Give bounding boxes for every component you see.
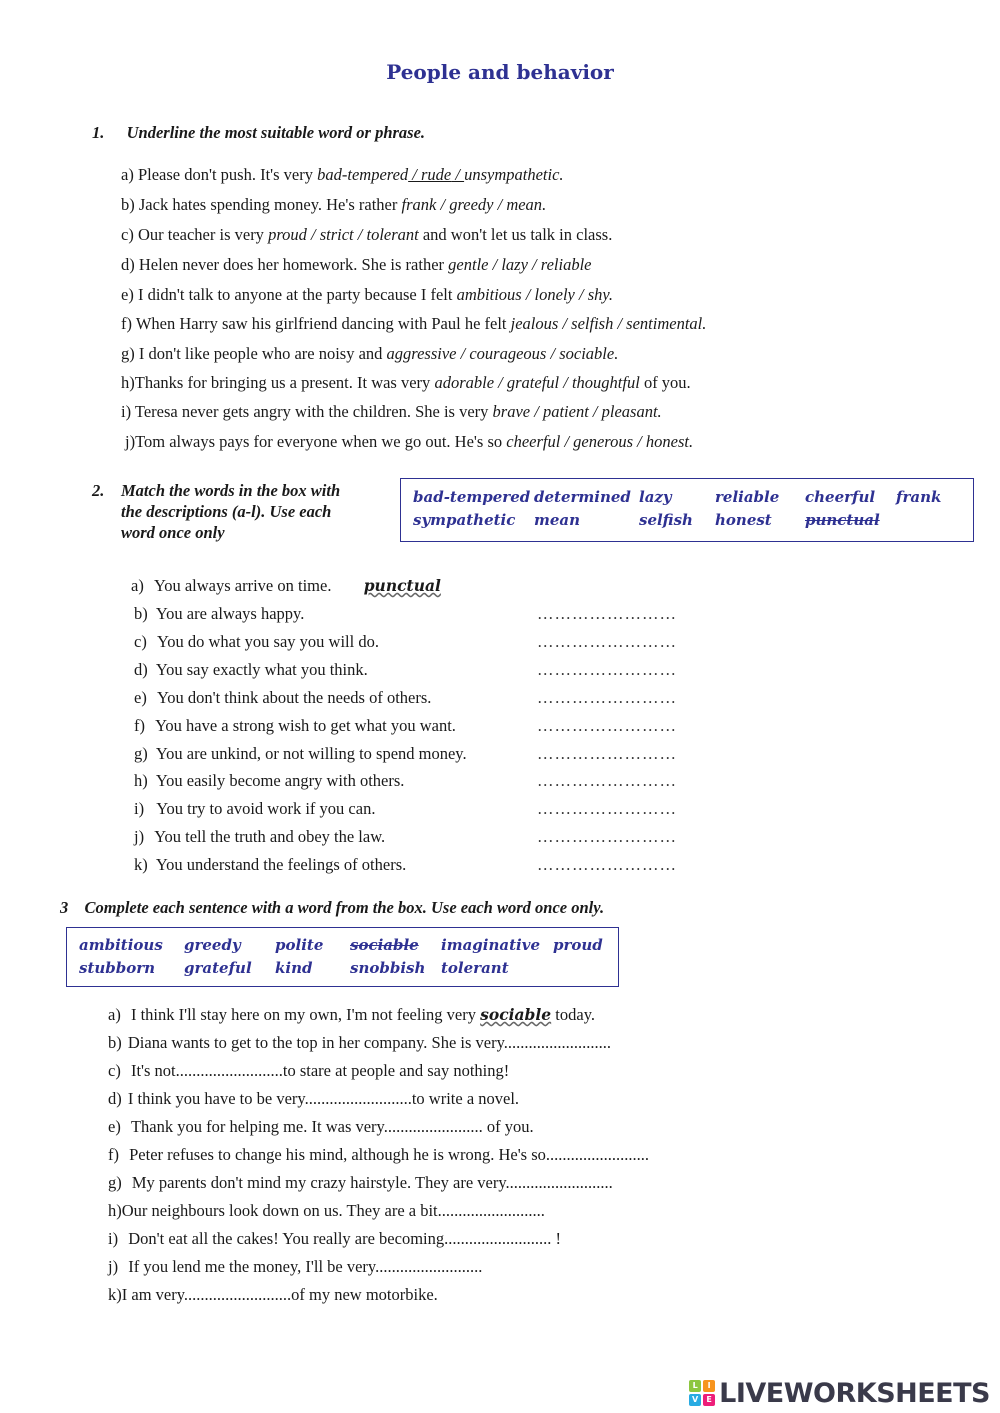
option-separator: / [408, 165, 421, 184]
option-3[interactable]: shy [587, 285, 609, 304]
option-separator: / [353, 225, 367, 244]
exercise-1-instruction [92, 123, 425, 143]
item-label: a) [131, 576, 144, 595]
item-post: . [559, 165, 564, 184]
list-item[interactable] [108, 1201, 545, 1221]
word-box-3 [66, 927, 619, 987]
item-label: j) [134, 827, 145, 846]
item-label: d) [108, 1089, 122, 1108]
list-item [134, 688, 431, 708]
item-text: I didn't talk to anyone at the party because I felt [137, 285, 457, 304]
answer-blank[interactable]: …………………… [537, 660, 677, 679]
box-word[interactable]: frank [896, 488, 942, 506]
list-item [134, 771, 404, 791]
answer-blank[interactable]: …………………… [537, 716, 677, 735]
option-1[interactable]: ambitious [456, 285, 522, 304]
list-item [121, 344, 618, 364]
logo-letter: I [703, 1380, 715, 1392]
list-item [121, 165, 564, 185]
option-3[interactable]: honest [645, 432, 689, 451]
answer-blank[interactable]: …………………… [537, 827, 677, 846]
option-separator: / [527, 255, 541, 274]
item-text: Thank you for helping me. It was very........................ of you. [130, 1117, 534, 1136]
option-2[interactable]: lonely [534, 285, 575, 304]
option-1[interactable]: proud [268, 225, 307, 244]
item-text: When Harry saw his girlfriend dancing with Paul he felt [135, 314, 511, 333]
list-item [121, 314, 706, 334]
item-label: e) [108, 1117, 121, 1136]
item-post: . [608, 285, 613, 304]
box-word[interactable]: stubborn [79, 959, 156, 977]
item-text: You understand the feelings of others. [155, 855, 407, 874]
item-label: f) [121, 314, 132, 333]
option-2[interactable]: strict [319, 225, 354, 244]
option-1[interactable]: jealous [510, 314, 559, 333]
item-text: I don't like people who are noisy and [138, 344, 387, 363]
item-text: Please don't push. It's very [137, 165, 318, 184]
answer-blank[interactable]: …………………… [537, 799, 677, 818]
list-item[interactable] [108, 1285, 438, 1305]
list-item [121, 195, 546, 215]
item-label: e) [121, 285, 134, 304]
item-label: j) [108, 1257, 119, 1276]
list-item [131, 576, 441, 596]
item-post: . [657, 402, 662, 421]
item-label: e) [134, 688, 147, 707]
box-word[interactable]: mean [534, 511, 581, 529]
item-label: i) [121, 402, 132, 421]
option-separator: / [494, 373, 507, 392]
option-separator: / [546, 344, 560, 363]
option-2[interactable]: generous [573, 432, 634, 451]
item-text: Teresa never gets angry with the children. She is very [134, 402, 493, 421]
list-item[interactable] [108, 1257, 482, 1277]
liveworksheets-logo[interactable] [689, 1376, 990, 1410]
item-text: You tell the truth and obey the law. [154, 827, 386, 846]
exercise-1-number: 1. [92, 123, 105, 142]
answer-example: punctual [363, 576, 441, 595]
item-text: Jack hates spending money. He's rather [138, 195, 402, 214]
option-3[interactable]: pleasant [601, 402, 658, 421]
box-word[interactable]: proud [553, 936, 603, 954]
item-label: i) [108, 1229, 119, 1248]
box-word[interactable]: ambitious [79, 936, 163, 954]
box-word[interactable]: reliable [715, 488, 780, 506]
option-2[interactable]: patient [542, 402, 589, 421]
item-label: h) [108, 1201, 122, 1220]
option-2[interactable]: greedy [449, 195, 494, 214]
option-1[interactable]: cheerful [506, 432, 561, 451]
box-word[interactable]: imaginative [441, 936, 540, 954]
box-word-used[interactable]: punctual [805, 511, 880, 529]
box-word-used[interactable]: sociable [350, 936, 419, 954]
item-text: You do what you say you will do. [156, 632, 379, 651]
item-text: Diana wants to get to the top in her company. She is very.......................... [127, 1033, 612, 1052]
option-separator: / [560, 432, 574, 451]
box-word[interactable]: honest [715, 511, 772, 529]
logo-letter: E [703, 1394, 715, 1406]
option-3[interactable]: thoughtful [571, 373, 640, 392]
item-text: You easily become angry with others. [155, 771, 405, 790]
exercise-2-number: 2. [92, 481, 105, 500]
list-item [134, 855, 406, 875]
item-text: Our neighbours look down on us. They are a bit.......................... [121, 1201, 545, 1220]
box-word[interactable]: lazy [639, 488, 672, 506]
item-label: b) [108, 1033, 122, 1052]
box-word[interactable]: determined [534, 488, 631, 506]
item-text: You don't think about the needs of others. [156, 688, 432, 707]
item-label: g) [108, 1173, 122, 1192]
list-item [134, 827, 385, 847]
option-2[interactable]: lazy [501, 255, 528, 274]
exercise-3-number: 3 [60, 898, 69, 917]
item-post: of you. [639, 373, 691, 392]
answer-blank[interactable]: …………………… [537, 688, 677, 707]
option-separator: / [574, 285, 588, 304]
list-item [121, 402, 662, 422]
exercise-2-instruction-line: Match the words in the box with [121, 481, 341, 500]
option-2[interactable]: selfish [571, 314, 614, 333]
item-label: a) [108, 1005, 121, 1024]
option-2[interactable]: rude [421, 165, 452, 184]
list-item [121, 373, 691, 393]
item-label: k) [134, 855, 148, 874]
word-box-2 [400, 478, 974, 542]
box-word[interactable]: cheerful [805, 488, 876, 506]
option-separator: / [559, 373, 572, 392]
item-text: Don't eat all the cakes! You really are becoming.......................... ! [128, 1229, 561, 1248]
item-label: h) [121, 373, 135, 392]
item-post: . [688, 432, 694, 451]
option-1[interactable]: bad-tempered [317, 165, 409, 184]
option-separator: / [488, 255, 502, 274]
option-2[interactable]: grateful [506, 373, 560, 392]
option-2[interactable]: courageous [469, 344, 547, 363]
option-separator: / [451, 165, 465, 184]
option-3[interactable]: tolerant [366, 225, 419, 244]
box-word[interactable]: sympathetic [413, 511, 516, 529]
list-item [121, 255, 591, 275]
option-separator: / [613, 314, 627, 333]
option-separator: / [306, 225, 320, 244]
item-label: g) [134, 744, 148, 763]
option-3[interactable]: mean [506, 195, 543, 214]
logo-text: LIVEWORKSHEETS [719, 1377, 990, 1409]
item-post: . [542, 195, 547, 214]
answer-blank[interactable]: …………………… [537, 632, 677, 651]
item-post: today. [551, 1005, 595, 1024]
option-1[interactable]: adorable [434, 373, 495, 392]
item-post: . [614, 344, 619, 363]
list-item [134, 604, 304, 624]
box-word[interactable]: selfish [639, 511, 693, 529]
option-3[interactable]: reliable [540, 255, 592, 274]
item-label: c) [134, 632, 147, 651]
item-label: a) [121, 165, 134, 184]
box-word[interactable]: snobbish [350, 959, 426, 977]
logo-letter: L [689, 1380, 701, 1392]
option-separator: / [493, 195, 507, 214]
item-text: You try to avoid work if you can. [156, 799, 376, 818]
item-text: Our teacher is very [137, 225, 269, 244]
item-label: f) [134, 716, 145, 735]
box-word[interactable]: greedy [184, 936, 241, 954]
list-item[interactable] [108, 1173, 613, 1193]
item-post: . [702, 314, 707, 333]
item-text: I think I'll stay here on my own, I'm not feeling very [130, 1005, 481, 1024]
option-3[interactable]: sentimental [626, 314, 703, 333]
item-label: c) [121, 225, 134, 244]
exercise-1-text: Underline the most suitable word or phrase. [126, 123, 426, 142]
item-label: f) [108, 1145, 119, 1164]
list-item[interactable] [108, 1145, 649, 1165]
item-label: b) [134, 604, 148, 623]
option-separator: / [558, 314, 572, 333]
item-text: You say exactly what you think. [155, 660, 368, 679]
item-post: and won't let us talk in class. [418, 225, 613, 244]
list-item [125, 432, 693, 452]
list-item[interactable] [108, 1089, 519, 1109]
item-label: g) [121, 344, 135, 363]
item-text: Thanks for bringing us a present. It was very [134, 373, 435, 392]
page-title: People and behavior [386, 60, 614, 84]
option-1[interactable]: gentle [448, 255, 489, 274]
option-1[interactable]: frank [401, 195, 437, 214]
item-text: I am very..........................of my new motorbike. [121, 1285, 438, 1304]
option-3[interactable]: sociable [559, 344, 615, 363]
item-text: You are always happy. [155, 604, 305, 623]
box-word[interactable]: tolerant [441, 959, 509, 977]
list-item [134, 632, 379, 652]
list-item [134, 660, 368, 680]
option-separator: / [456, 344, 470, 363]
list-item[interactable] [108, 1229, 561, 1249]
exercise-3-instruction [60, 898, 604, 918]
exercise-3-text: Complete each sentence with a word from the box. Use each word once only. [84, 898, 605, 917]
item-label: b) [121, 195, 135, 214]
option-separator: / [633, 432, 646, 451]
item-label: d) [121, 255, 135, 274]
answer-blank[interactable]: …………………… [537, 855, 677, 874]
option-separator: / [521, 285, 535, 304]
item-text: My parents don't mind my crazy hairstyle. They are very.......................... [131, 1173, 613, 1192]
box-word[interactable]: grateful [184, 959, 252, 977]
option-separator: / [530, 402, 543, 421]
item-label: d) [134, 660, 148, 679]
option-separator: / [436, 195, 450, 214]
option-separator: / [588, 402, 602, 421]
option-1[interactable]: aggressive [386, 344, 457, 363]
exercise-2-instruction-line: the descriptions (a-l). Use each [121, 502, 332, 521]
item-label: k) [108, 1285, 122, 1304]
logo-letter: V [689, 1394, 701, 1406]
answer-example: sociable [480, 1005, 552, 1024]
list-item [134, 716, 456, 736]
list-item [121, 285, 613, 305]
item-text: Helen never does her homework. She is rather [138, 255, 449, 274]
item-label: c) [108, 1061, 121, 1080]
list-item [121, 225, 612, 245]
item-label: j) [125, 432, 136, 451]
answer-blank[interactable]: …………………… [537, 744, 677, 763]
list-item[interactable] [108, 1061, 509, 1081]
box-word[interactable]: polite [275, 936, 324, 954]
item-text: Tom always pays for everyone when we go out. He's so [135, 432, 507, 451]
list-item [134, 799, 375, 819]
list-item[interactable] [108, 1033, 611, 1053]
box-word[interactable]: kind [275, 959, 313, 977]
option-1[interactable]: brave [492, 402, 531, 421]
item-text: Peter refuses to change his mind, although he is wrong. He's so......................... [129, 1145, 650, 1164]
item-text: I think you have to be very..........................to write a novel. [127, 1089, 520, 1108]
logo-mark-icon [689, 1380, 715, 1406]
item-text: It's not..........................to stare at people and say nothing! [130, 1061, 510, 1080]
item-text: You have a strong wish to get what you want. [155, 716, 456, 735]
item-label: h) [134, 771, 148, 790]
item-text: If you lend me the money, I'll be very.......................... [128, 1257, 483, 1276]
list-item [134, 744, 467, 764]
item-label: i) [134, 799, 145, 818]
box-word[interactable]: bad-tempered [413, 488, 531, 506]
answer-blank[interactable]: …………………… [537, 604, 677, 623]
item-text: You always arrive on time. [153, 576, 332, 595]
list-item[interactable] [108, 1117, 534, 1137]
option-3[interactable]: unsympathetic [464, 165, 560, 184]
exercise-2-instruction-line: word once only [121, 523, 225, 542]
item-text: You are unkind, or not willing to spend money. [155, 744, 467, 763]
list-item [108, 1005, 595, 1025]
answer-blank[interactable]: …………………… [537, 771, 677, 790]
